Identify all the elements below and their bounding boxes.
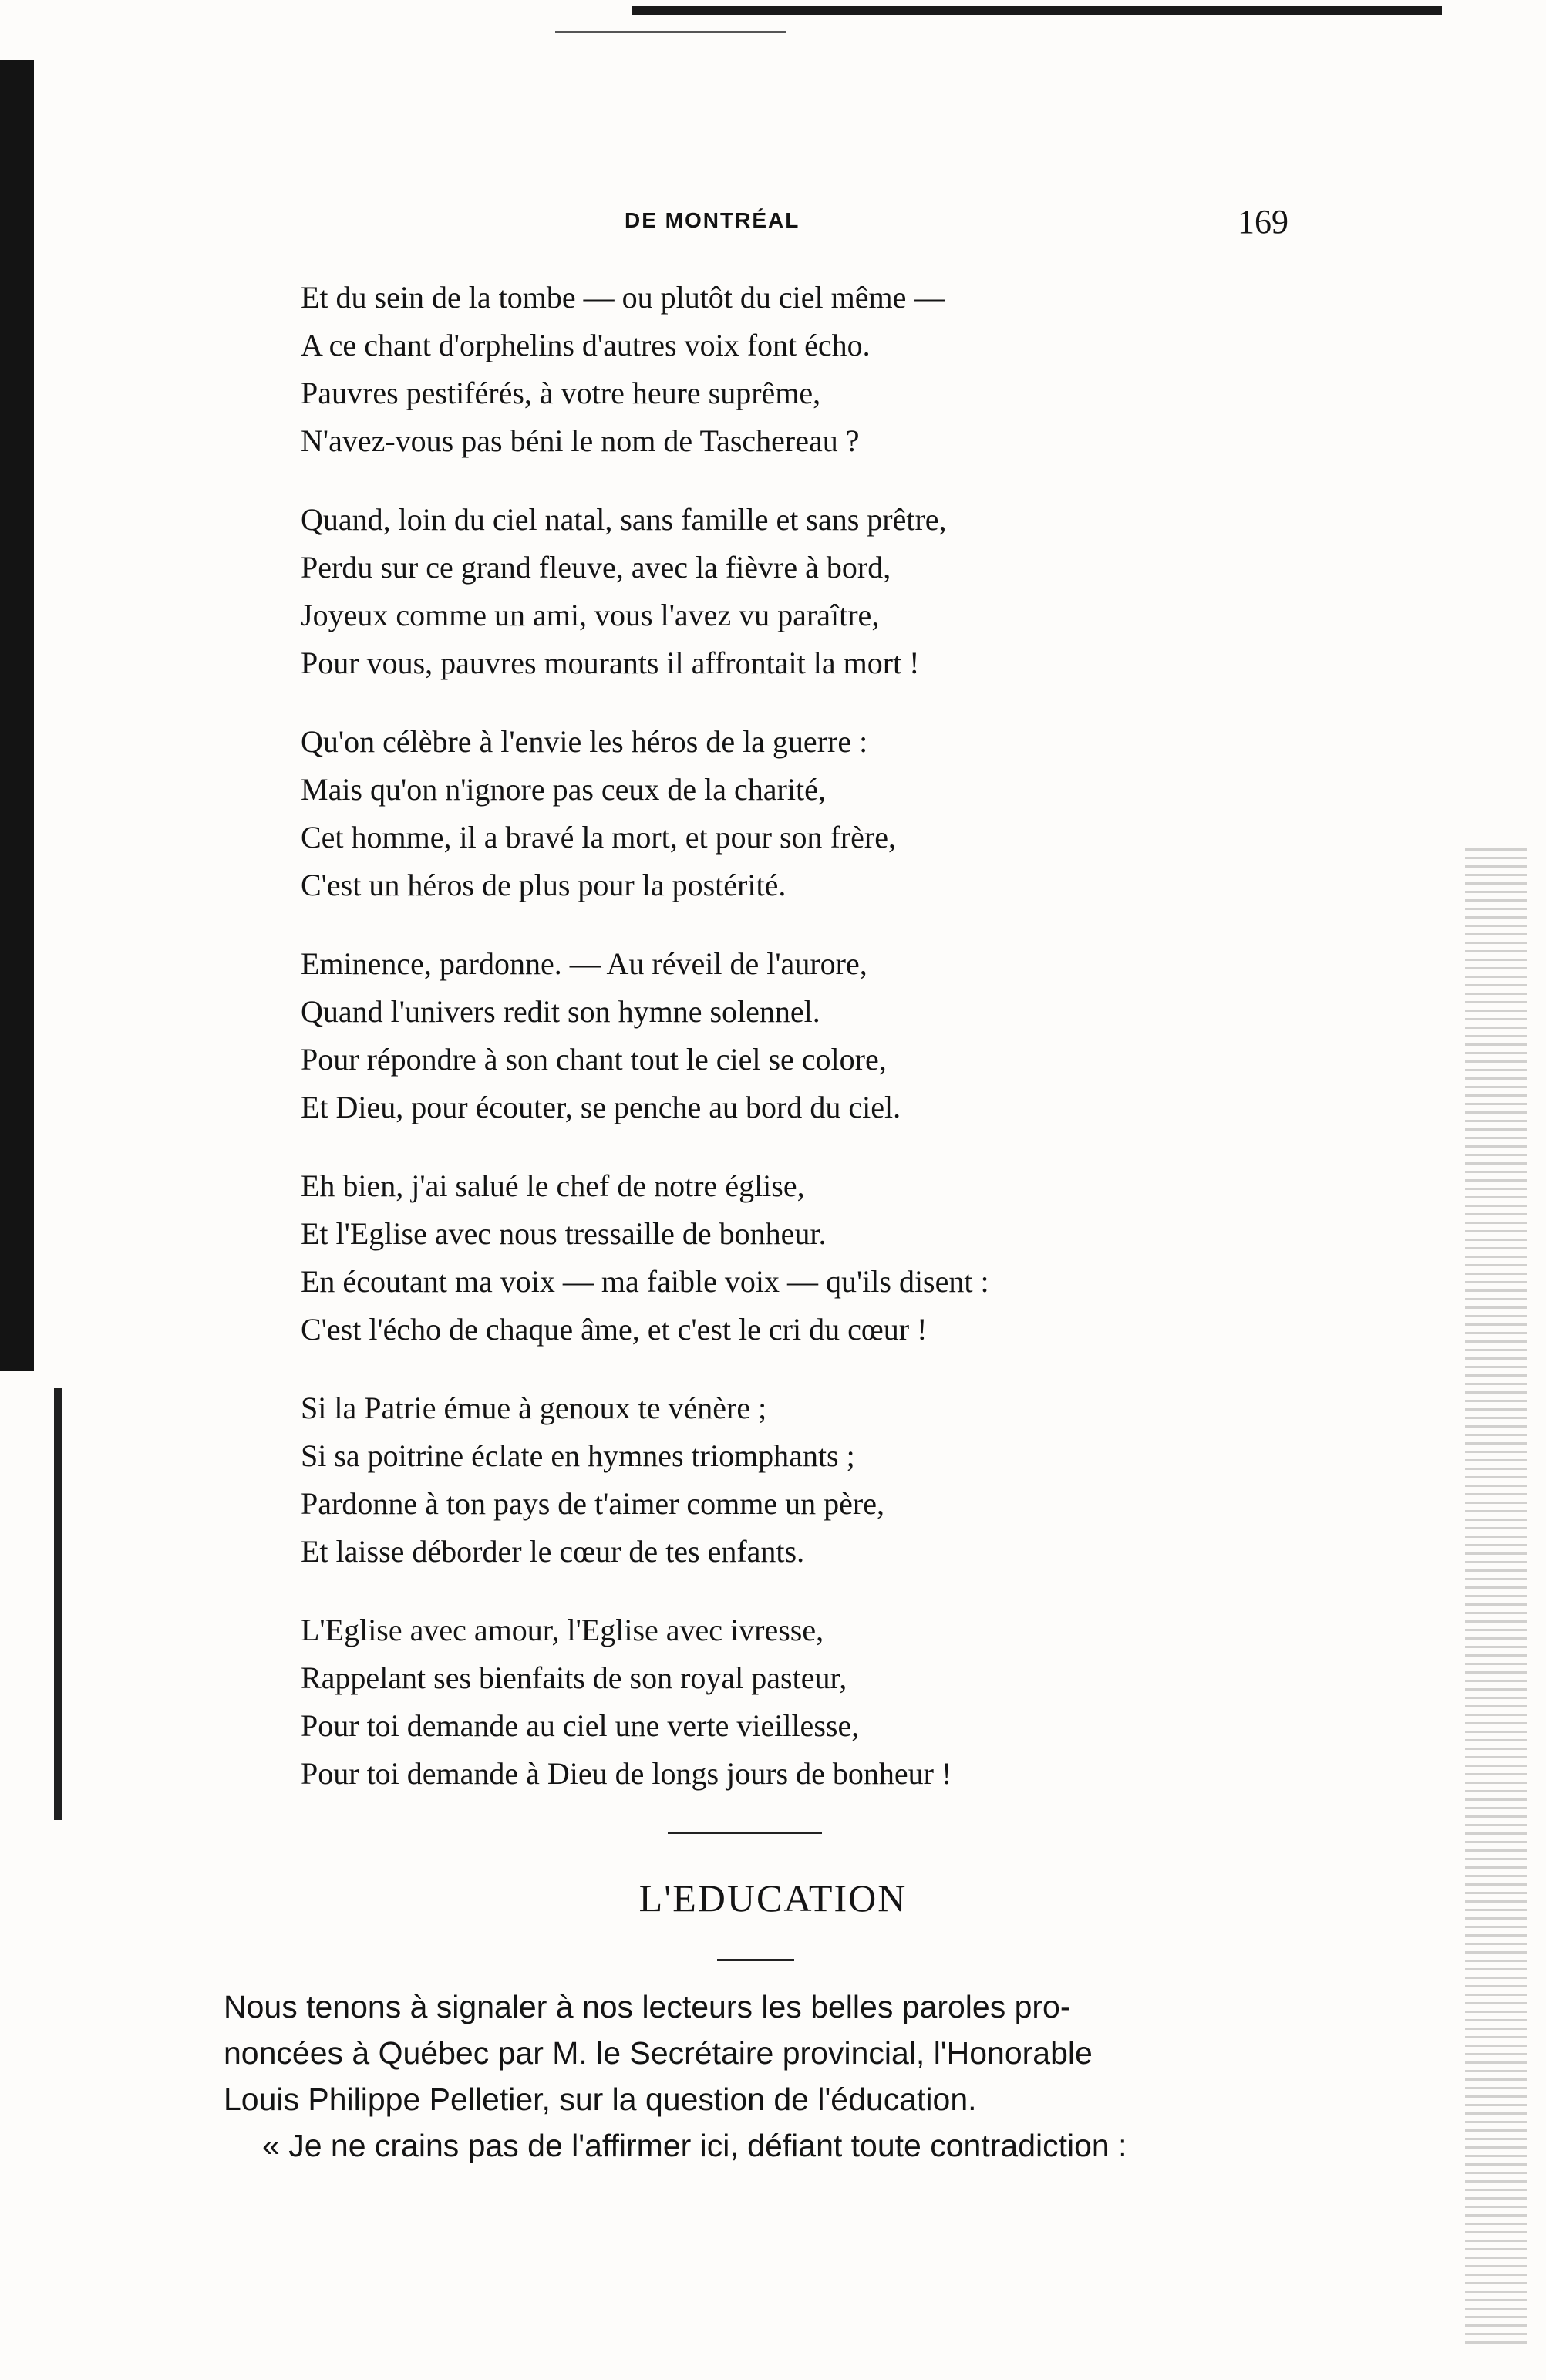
verse-line: Pauvres pestiférés, à votre heure suprême,: [301, 376, 821, 410]
verse-line: Pour toi demande à Dieu de longs jours de bonheur !: [301, 1756, 952, 1791]
verse-line: Si la Patrie émue à genoux te vénère ;: [301, 1391, 767, 1425]
verse-line: A ce chant d'orphelins d'autres voix font écho.: [301, 328, 871, 362]
page-edge-noise: [1465, 848, 1527, 2345]
verse-line: L'Eglise avec amour, l'Eglise avec ivresse,: [301, 1613, 824, 1647]
verse-line: En écoutant ma voix — ma faible voix — qu'ils disent :: [301, 1264, 989, 1299]
stanza: [301, 1162, 1265, 1353]
verse-line: Si sa poitrine éclate en hymnes triomphants ;: [301, 1438, 855, 1473]
body-line: noncées à Québec par M. le Secrétaire provincial, l'Honorable: [224, 2035, 1093, 2071]
binding-shadow: [0, 60, 34, 1371]
section-divider-bottom: [717, 1959, 794, 1961]
poem: [301, 274, 1265, 1829]
page-number: 169: [1238, 203, 1288, 241]
verse-line: Perdu sur ce grand fleuve, avec la fièvre à bord,: [301, 550, 891, 585]
running-head-title: DE MONTRÉAL: [625, 208, 800, 232]
verse-line: Eh bien, j'ai salué le chef de notre église,: [301, 1168, 805, 1203]
verse-line: Quand l'univers redit son hymne solennel.: [301, 994, 820, 1029]
verse-line: Et du sein de la tombe — ou plutôt du ciel même —: [301, 280, 945, 315]
binding-shadow-lower: [54, 1388, 62, 1820]
body-line: « Je ne crains pas de l'affirmer ici, défiant toute contradiction :: [262, 2128, 1127, 2163]
verse-line: Et laisse déborder le cœur de tes enfants.: [301, 1534, 805, 1569]
verse-line: Quand, loin du ciel natal, sans famille et sans prêtre,: [301, 502, 947, 537]
verse-line: Qu'on célèbre à l'envie les héros de la guerre :: [301, 724, 868, 759]
section-title: L'EDUCATION: [638, 1876, 908, 1920]
stanza: [301, 940, 1265, 1131]
verse-line: Et Dieu, pour écouter, se penche au bord du ciel.: [301, 1090, 901, 1124]
stanza: [301, 274, 1265, 465]
verse-line: Cet homme, il a bravé la mort, et pour son frère,: [301, 820, 896, 855]
verse-line: C'est un héros de plus pour la postérité.: [301, 868, 786, 902]
verse-line: Et l'Eglise avec nous tressaille de bonheur.: [301, 1216, 827, 1251]
verse-line: Rappelant ses bienfaits de son royal pasteur,: [301, 1660, 847, 1695]
verse-line: Pour répondre à son chant tout le ciel se colore,: [301, 1042, 887, 1077]
page-edge-mark: [555, 31, 786, 33]
verse-line: Pour toi demande au ciel une verte vieillesse,: [301, 1708, 860, 1743]
verse-line: Pardonne à ton pays de t'aimer comme un père,: [301, 1486, 884, 1521]
body-line: Nous tenons à signaler à nos lecteurs les belles paroles pro-: [224, 1989, 1071, 2024]
verse-line: Mais qu'on n'ignore pas ceux de la charité,: [301, 772, 826, 807]
verse-line: Eminence, pardonne. — Au réveil de l'aurore,: [301, 946, 867, 981]
verse-line: C'est l'écho de chaque âme, et c'est le cri du cœur !: [301, 1312, 928, 1347]
section-divider-top: [668, 1832, 822, 1834]
running-head: [0, 202, 1546, 241]
page-edge-shadow: [632, 6, 1442, 15]
verse-line: Pour vous, pauvres mourants il affrontait la mort !: [301, 646, 920, 680]
verse-line: N'avez-vous pas béni le nom de Taschereau ?: [301, 423, 860, 458]
stanza: [301, 496, 1265, 687]
section-body: [224, 1984, 1326, 2169]
verse-line: Joyeux comme un ami, vous l'avez vu paraître,: [301, 598, 880, 632]
body-line: Louis Philippe Pelletier, sur la question de l'éducation.: [224, 2082, 977, 2117]
stanza: [301, 1384, 1265, 1576]
stanza: [301, 718, 1265, 909]
stanza: [301, 1606, 1265, 1798]
